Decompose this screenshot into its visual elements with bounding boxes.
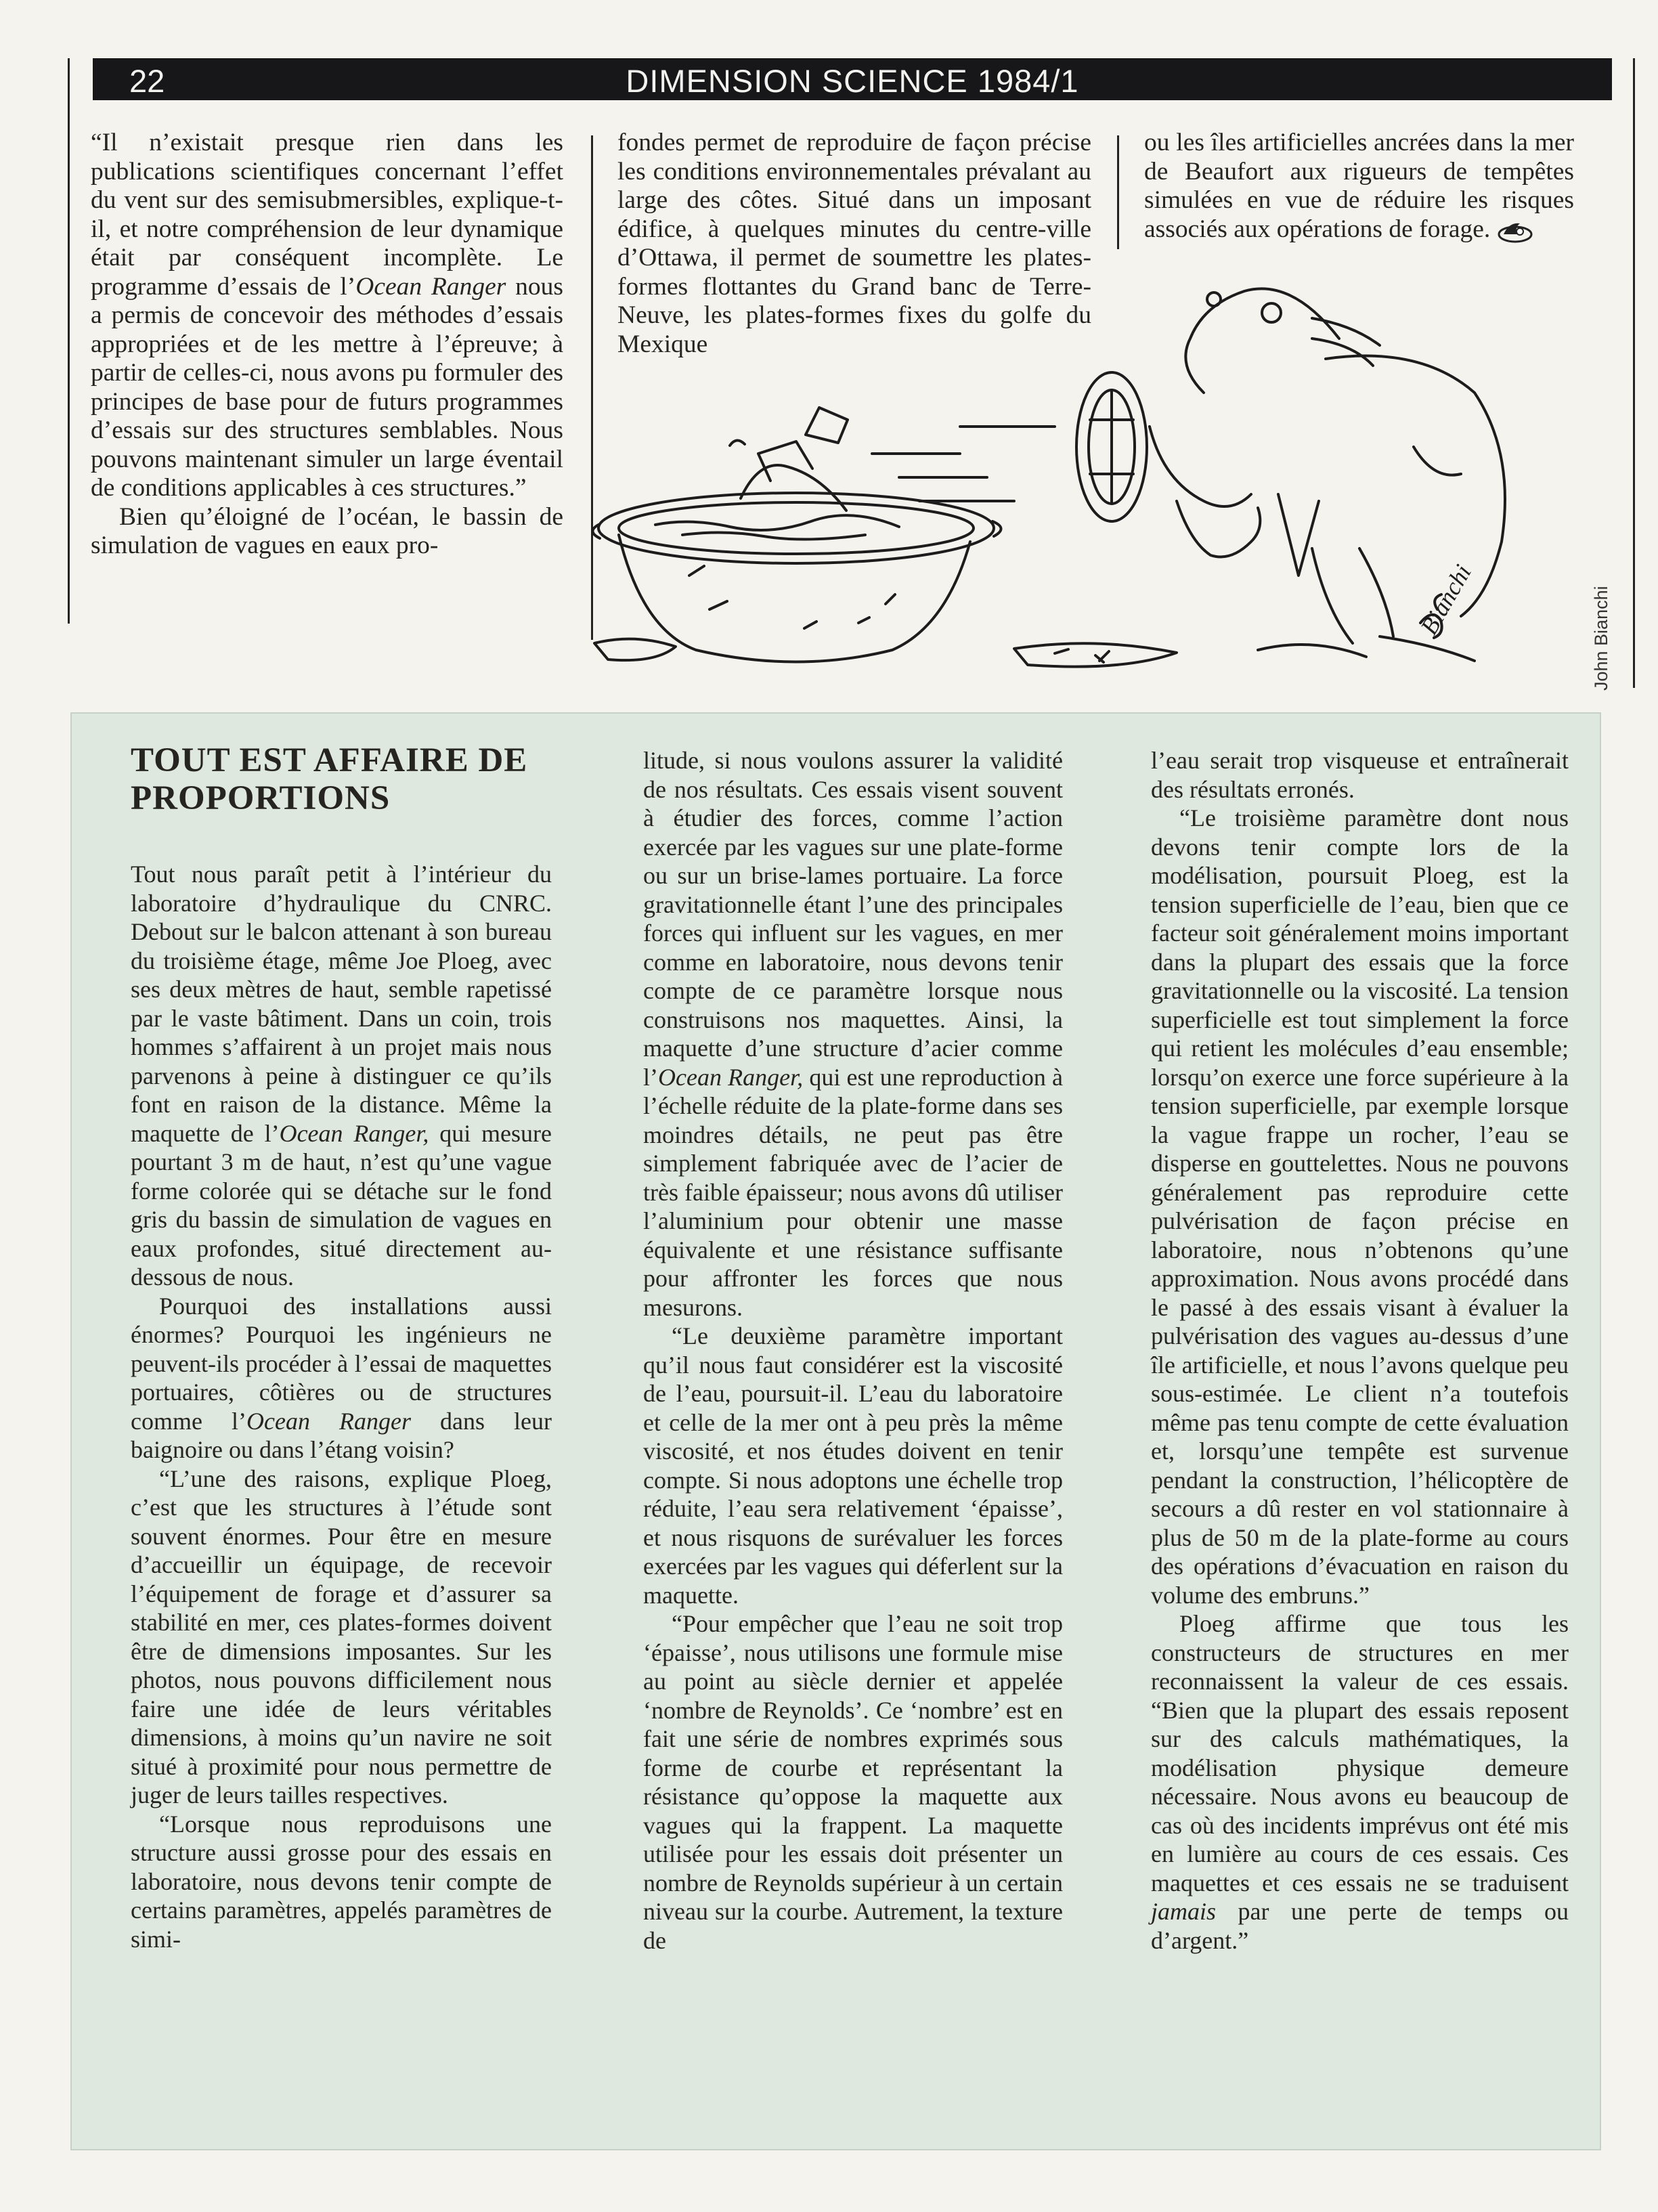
sidebar-paragraph [131,860,552,1292]
text-span: Pourquoi des installations aussi énormes? Pourquoi les ingénieurs ne peuvent-ils procéder à l’essai de maquettes portuaires, côtières ou de structures comme l’ [131,1292,552,1435]
running-header [93,58,1612,100]
vessel-name: Ocean Ranger [246,1407,411,1435]
text-span: qui est une reproduction à l’échelle réduite de la plate-forme dans ses moindres détails, ne peut pas être simplement fabriquée avec de l’acier de très faible épaisseur; nous avons dû utiliser l’aluminium pour obtenir une masse équivalente et une résistance suffisante pour affronter les forces que nous mesurons. [643,1063,1063,1321]
intro-paragraph [91,129,563,503]
text-span: nous a permis de concevoir des méthodes d’essais appropriées et de les mettre à l’épreuve; à partir de celles-ci, nous avons pu formuler des principes de base pour de futurs programmes d’essais sur des structures semblables. Nous pouvons maintenant simuler un large éventail de conditions applicables à ces structures.” [91,272,564,502]
emphasis: jamais [1151,1898,1217,1925]
sidebar-paragraph: “Pour empêcher que l’eau ne soit trop ‘épaisse’, nous utilisons une formule mise au point au siècle dernier et appelée ‘nombre de Reynolds’. Ce ‘nombre’ est en fait une série de nombres exprimés sous forme de courbe et représentant la résistance qu’oppose la maquette aux vagues qui la frappent. La maquette utilisée pour les essais doit présenter un nombre de Reynolds supérieur à un certain niveau sur la courbe. Autrement, la texture de [643,1610,1063,1954]
sidebar-column-2 [643,746,1063,1955]
vessel-name: Ocean Ranger, [279,1119,429,1147]
artist-signature: Bianchi [1415,560,1477,639]
intro-paragraph: fondes permet de reproduire de façon précise les conditions environnementales prévalant au large des côtes. Situé dans un imposant édifice, à quelques minutes du centre-ville d’Ottawa, il permet de soumettre les plates-formes flottantes du Grand banc de Terre-Neuve, les plates-formes fixes du golfe du Mexique [617,129,1091,358]
intro-paragraph: Bien qu’éloigné de l’océan, le bassin de simulation de vagues en eaux pro- [91,502,563,559]
right-margin-rule [1633,58,1635,688]
intro-column-1 [91,129,563,561]
text-span: litude, si nous voulons assurer la validité de nos résultats. Ces essais visent souvent à étudier des forces, comme l’action exercée par les vagues sur une plate-forme ou sur un brise-lames portuaire. La force gravitationnelle étant l’une des principales forces qui influent sur les vagues, en mer comme en laboratoire, nous devons tenir compte de ce paramètre lorsque nous construisons nos maquettes. Ainsi, la maquette d’une structure d’acier comme l’ [643,747,1063,1091]
vessel-name: Ocean Ranger, [658,1063,804,1091]
sidebar-paragraph [131,1292,552,1465]
wave-basin-tub [592,493,1001,662]
sidebar-column-3 [1151,746,1569,1955]
illustration-credit: John Bianchi [1591,586,1611,691]
sidebar-title: TOUT EST AFFAIRE DE PROPORTIONS [131,741,528,817]
column-rule-2 [1117,135,1119,249]
sidebar-paragraph [643,746,1063,1322]
sidebar-paragraph [1151,1609,1569,1955]
text-span: dans leur baignoire ou dans l’étang voisin? [131,1407,552,1463]
page-number: 22 [129,63,165,99]
text-span: “Il n’existait presque rien dans les publications scientifiques concernant l’effet du vent sur des semisubmersibles, explique-t-il, et notre compréhension de leur dynamique était par conséquent incomplète. Le programme d’essais de l’ [91,129,563,301]
text-span: par une perte de temps ou d’argent.” [1151,1898,1569,1954]
sidebar-paragraph: “Lorsque nous reproduisons une structure aussi grosse pour des essais en laboratoire, nous devons tenir compte de certains paramètres, appelés paramètres de simi- [131,1810,552,1953]
sidebar-paragraph: “Le troisième paramètre dont nous devons tenir compte lors de la modélisation, poursuit Ploeg, est la tension superficielle de l’eau, bien que ce facteur soit généralement moins important dans la plupart des essais que la force gravitationnelle ou la viscosité. La tension superficielle est tout simplement la force qui retient les molécules d’eau ensemble; lorsqu’on exerce une force supérieure à la tension superficielle, par exemple lorsque la vague frappe un rocher, l’eau se disperse en gouttelettes. Nous ne pouvons généralement pas reproduire cette pulvérisation de façon précise en laboratoire, nous n’obtenons qu’une approximation. Nous avons procédé dans le passé à des essais visant à évaluer la pulvérisation des vagues au-dessus d’une île artificielle, et nous l’avons quelque peu sous-estimée. Le client n’a toutefois même pas tenu compte de cette évaluation et, lorsqu’une tempête est survenue pendant la construction, l’hélicoptère de secours a dû rester en vol stationnaire à plus de 50 m de la plate-forme au cours des opérations d’évacuation en raison du volume des embruns.” [1151,804,1569,1609]
running-title: DIMENSION SCIENCE 1984/1 [626,63,1079,99]
text-span: Tout nous paraît petit à l’intérieur du laboratoire d’hydraulique du CNRC. Debout sur le balcon attenant à son bureau du troisième étage, même Joe Ploeg, avec ses deux mètres de haut, semble rapetissé par le vaste bâtiment. Dans un coin, trois hommes s’affairent à un projet mais nous parvenons à peine à distinguer ce qu’ils font en raison de la distance. Même la maquette de l’ [131,861,552,1147]
cartoon-illustration [581,257,1596,691]
left-margin-rule [68,58,70,624]
sidebar-paragraph: l’eau serait trop visqueuse et entraînerait des résultats erronés. [1151,747,1569,803]
text-span: ou les îles artificielles ancrées dans la mer de Beaufort aux rigueurs de tempêtes simulées en vue de réduire les risques associés aux opérations de forage. [1144,129,1574,243]
sidebar-paragraph: “Le deuxième paramètre important qu’il nous faut considérer est la viscosité de l’eau, poursuit-il. L’eau du laboratoire et celle de la mer ont à peu près la même viscosité, et nos études doivent en tenir compte. Si nous adoptons une échelle trop réduite, l’eau sera relativement ‘épaisse’, et nous risquons de surévaluer les forces exercées par les vagues qui déferlent sur la maquette. [643,1322,1063,1609]
vessel-name: Ocean Ranger [355,272,506,301]
intro-paragraph [1144,129,1574,244]
text-span: Ploeg affirme que tous les constructeurs de structures en mer reconnaissent la valeur de ces essais. “Bien que la plupart des essais reposent sur des calculs mathématiques, la modélisation physique demeure nécessaire. Nous avons eu beaucoup de cas où des incidents imprévus ont été mis en lumière au cours de ces essais. Ces maquettes et ces essais ne se traduisent [1151,1610,1569,1896]
text-span: qui mesure pourtant 3 m de haut, n’est qu’une vague forme colorée qui se détache sur le fond gris du bassin de simulation de vagues en eaux profondes, situé directement au-dessous de nous. [131,1119,552,1291]
sidebar-paragraph: “L’une des raisons, explique Ploeg, c’est que les structures à l’étude sont souvent énormes. Pour être en mesure d’accueillir un équipage, de recevoir l’équipement de forage et d’assurer sa stabilité en mer, ces plates-formes doivent être de dimensions imposantes. Sur les photos, nous pouvons difficilement nous faire une idée de leurs véritables dimensions, à moins qu’un navire ne soit situé à proximité pour nous permettre de juger de leurs tailles respectives. [131,1465,552,1808]
end-of-article-logo-icon [1497,218,1533,244]
intro-column-3 [1144,129,1574,244]
sidebar-column-1 [131,860,552,1953]
